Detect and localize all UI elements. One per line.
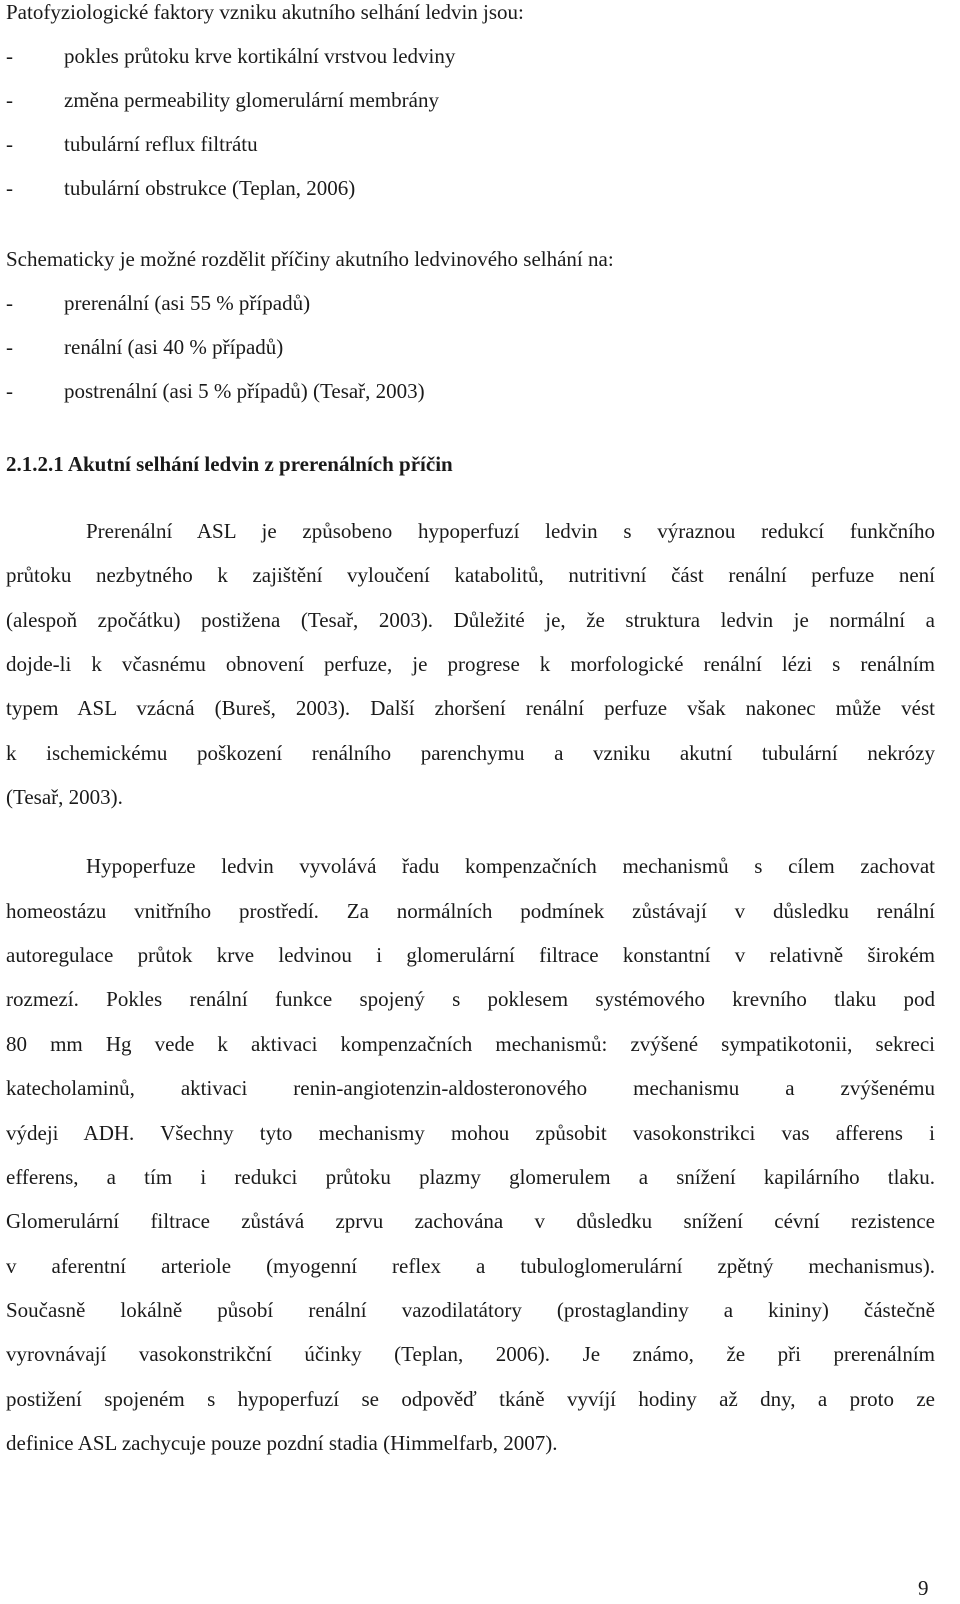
paragraph-line: typem ASL vzácná (Bureš, 2003). Další zhoršení renální perfuze však nakonec může vést bbox=[6, 696, 935, 720]
list-dash: - bbox=[6, 176, 13, 200]
paragraph-line: rozmezí. Pokles renální funkce spojený s poklesem systémového krevního tlaku pod bbox=[6, 987, 935, 1011]
paragraph-line: homeostázu vnitřního prostředí. Za normálních podmínek zůstávají v důsledku renální bbox=[6, 899, 935, 923]
list-item: pokles průtoku krve kortikální vrstvou ledviny bbox=[64, 44, 456, 68]
list-dash: - bbox=[6, 291, 13, 315]
paragraph-line: Prerenální ASL je způsobeno hypoperfuzí ledvin s výraznou redukcí funkčního bbox=[86, 519, 935, 543]
paragraph-line: Současně lokálně působí renální vazodilatátory (prostaglandiny a kininy) částečně bbox=[6, 1298, 935, 1322]
paragraph-line: v aferentní arteriole (myogenní reflex a tubuloglomerulární zpětný mechanismus). bbox=[6, 1254, 935, 1278]
paragraph-line: definice ASL zachycuje pouze pozdní stadia (Himmelfarb, 2007). bbox=[6, 1431, 558, 1455]
paragraph-line: postižení spojeném s hypoperfuzí se odpověď tkáně vyvíjí hodiny až dny, a proto ze bbox=[6, 1387, 935, 1411]
intro-title: Patofyziologické faktory vzniku akutního selhání ledvin jsou: bbox=[6, 0, 524, 24]
list-item: tubulární obstrukce (Teplan, 2006) bbox=[64, 176, 356, 200]
list-dash: - bbox=[6, 88, 13, 112]
list-item: postrenální (asi 5 % případů) (Tesař, 2003) bbox=[64, 379, 425, 403]
list-dash: - bbox=[6, 335, 13, 359]
paragraph-line: průtoku nezbytného k zajištění vyloučení katabolitů, nutritivní část renální perfuze není bbox=[6, 563, 935, 587]
paragraph-line: 80 mm Hg vede k aktivaci kompenzačních mechanismů: zvýšené sympatikotonii, sekreci bbox=[6, 1032, 935, 1056]
list-dash: - bbox=[6, 132, 13, 156]
list-item: prerenální (asi 55 % případů) bbox=[64, 291, 311, 315]
paragraph-line: autoregulace průtok krve ledvinou i glomerulární filtrace konstantní v relativně širokém bbox=[6, 943, 935, 967]
paragraph-line: katecholaminů, aktivaci renin-angiotenzin-aldosteronového mechanismu a zvýšenému bbox=[6, 1076, 935, 1100]
list-dash: - bbox=[6, 379, 13, 403]
page-number: 9 bbox=[918, 1576, 929, 1600]
paragraph-line: k ischemickému poškození renálního parenchymu a vzniku akutní tubulární nekrózy bbox=[6, 741, 935, 765]
section-heading: 2.1.2.1 Akutní selhání ledvin z prerenálních příčin bbox=[6, 452, 453, 476]
paragraph-line: efferens, a tím i redukci průtoku plazmy glomerulem a snížení kapilárního tlaku. bbox=[6, 1165, 935, 1189]
paragraph-line: (Tesař, 2003). bbox=[6, 785, 123, 809]
paragraph-line: dojde-li k včasnému obnovení perfuze, je progrese k morfologické renální lézi s renálním bbox=[6, 652, 935, 676]
paragraph-line: Hypoperfuze ledvin vyvolává řadu kompenzačních mechanismů s cílem zachovat bbox=[86, 854, 935, 878]
list-item: změna permeability glomerulární membrány bbox=[64, 88, 439, 112]
paragraph-line: (alespoň zpočátku) postižena (Tesař, 2003). Důležité je, že struktura ledvin je normální a bbox=[6, 608, 935, 632]
schema-title: Schematicky je možné rozdělit příčiny akutního ledvinového selhání na: bbox=[6, 247, 614, 271]
list-item: renální (asi 40 % případů) bbox=[64, 335, 284, 359]
list-dash: - bbox=[6, 44, 13, 68]
paragraph-line: vyrovnávají vasokonstrikční účinky (Teplan, 2006). Je známo, že při prerenálním bbox=[6, 1342, 935, 1366]
list-item: tubulární reflux filtrátu bbox=[64, 132, 258, 156]
paragraph-line: Glomerulární filtrace zůstává zprvu zachována v důsledku snížení cévní rezistence bbox=[6, 1209, 935, 1233]
paragraph-line: výdeji ADH. Všechny tyto mechanismy mohou způsobit vasokonstrikci vas afferens i bbox=[6, 1121, 935, 1145]
